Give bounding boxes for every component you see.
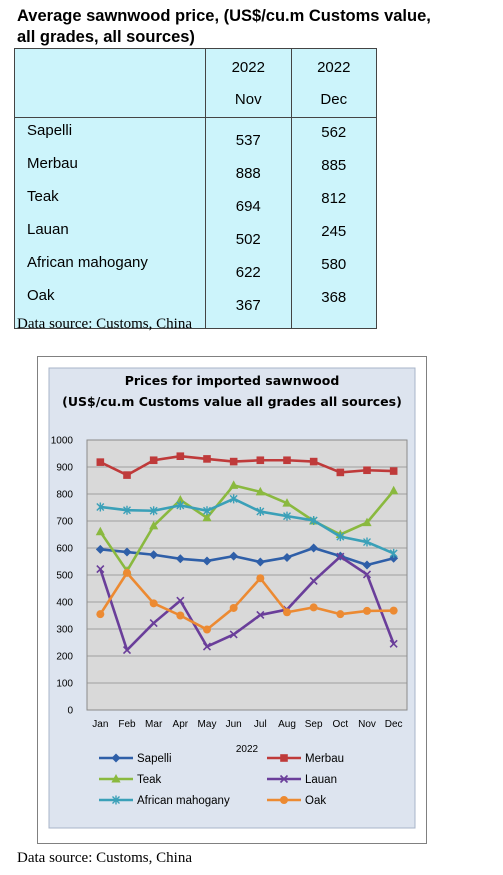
nov-value: 888 [235, 165, 261, 182]
data-point [283, 456, 291, 464]
species-name: Merbau [27, 155, 78, 172]
dec-values-cell [291, 118, 377, 329]
legend-label: Merbau [305, 753, 344, 765]
data-point [310, 603, 318, 611]
table-heading: Average sawnwood price, (US$/cu.m Customs value, all grades, all sources) [17, 7, 431, 46]
data-point [96, 610, 104, 618]
species-name: Lauan [27, 221, 69, 238]
nov-value: 622 [235, 264, 261, 281]
species-names-cell [15, 118, 206, 329]
price-table [14, 48, 377, 329]
dec-value: 368 [321, 289, 347, 306]
dec-value: 562 [321, 124, 347, 141]
nov-value: 367 [235, 297, 261, 314]
data-point [123, 569, 131, 577]
header-nov-month: Nov [234, 91, 262, 108]
y-tick-label: 300 [56, 624, 73, 636]
y-tick-label: 600 [56, 543, 73, 555]
chart-title: Prices for imported sawnwood [124, 373, 340, 388]
y-tick-label: 400 [56, 597, 73, 609]
data-point [176, 612, 184, 620]
data-point [150, 599, 158, 607]
x-axis-label: 2022 [235, 744, 259, 755]
data-point [230, 604, 238, 612]
dec-value: 580 [321, 256, 347, 273]
x-tick-label: Mar [145, 719, 163, 730]
y-tick-label: 900 [56, 462, 73, 474]
dec-value: 245 [321, 223, 347, 240]
data-point [256, 574, 264, 582]
legend-marker [280, 796, 288, 804]
data-point [363, 466, 371, 474]
table-header-row [15, 49, 377, 118]
y-tick-label: 500 [56, 570, 73, 582]
x-tick-label: Feb [118, 719, 136, 730]
species-name: African mahogany [27, 254, 148, 271]
table-data-source: Data source: Customs, China [17, 316, 192, 332]
legend-label: Sapelli [137, 753, 172, 765]
header-nov-year: 2022 [231, 59, 265, 76]
data-point [336, 610, 344, 618]
x-tick-label: Jan [92, 719, 109, 730]
header-dec-cell [291, 49, 377, 118]
nov-value: 537 [235, 132, 261, 149]
x-tick-label: Dec [384, 719, 403, 730]
header-dec-month: Dec [320, 91, 348, 108]
y-tick-label: 100 [56, 678, 73, 690]
header-dec-year: 2022 [317, 59, 351, 76]
line-chart [37, 356, 427, 844]
data-point [177, 452, 185, 460]
header-empty-cell [15, 49, 206, 118]
x-tick-label: Sep [304, 719, 323, 730]
species-name: Teak [27, 188, 59, 205]
y-tick-label: 0 [67, 705, 73, 717]
y-tick-label: 1000 [50, 435, 73, 447]
table-body-row [15, 118, 377, 329]
nov-value: 502 [235, 231, 261, 248]
y-tick-label: 200 [56, 651, 73, 663]
dec-value: 812 [321, 190, 347, 207]
data-point [97, 458, 105, 466]
data-point [363, 607, 371, 615]
species-name: Oak [27, 287, 55, 304]
nov-value: 694 [235, 198, 261, 215]
data-point [310, 458, 318, 466]
x-tick-label: Oct [332, 719, 349, 730]
x-tick-label: Jul [253, 719, 267, 730]
nov-values-cell [206, 118, 292, 329]
data-point [390, 467, 398, 475]
x-tick-label: Aug [278, 719, 296, 730]
data-point [390, 607, 398, 615]
data-point [203, 455, 211, 463]
x-tick-label: May [197, 719, 217, 730]
data-point [283, 608, 291, 616]
chart-data-source: Data source: Customs, China [17, 850, 192, 866]
data-point [337, 469, 345, 477]
y-tick-label: 700 [56, 516, 73, 528]
legend-label: Oak [305, 795, 327, 807]
species-name: Sapelli [27, 122, 73, 139]
legend-label: Lauan [305, 774, 337, 786]
data-point [150, 456, 158, 464]
x-tick-label: Apr [172, 719, 189, 730]
legend-label: African mahogany [137, 795, 230, 807]
x-tick-label: Nov [358, 719, 376, 730]
legend-label: Teak [137, 774, 162, 786]
dec-value: 885 [321, 157, 347, 174]
data-point [257, 456, 265, 464]
header-nov-cell [206, 49, 292, 118]
data-point [230, 458, 238, 466]
chart-subtitle: (US$/cu.m Customs value all grades all sources) [62, 394, 402, 409]
legend-marker [280, 754, 288, 762]
y-tick-label: 800 [56, 489, 73, 501]
data-point [203, 626, 211, 634]
x-tick-label: Jun [225, 719, 242, 730]
data-point [123, 471, 131, 479]
